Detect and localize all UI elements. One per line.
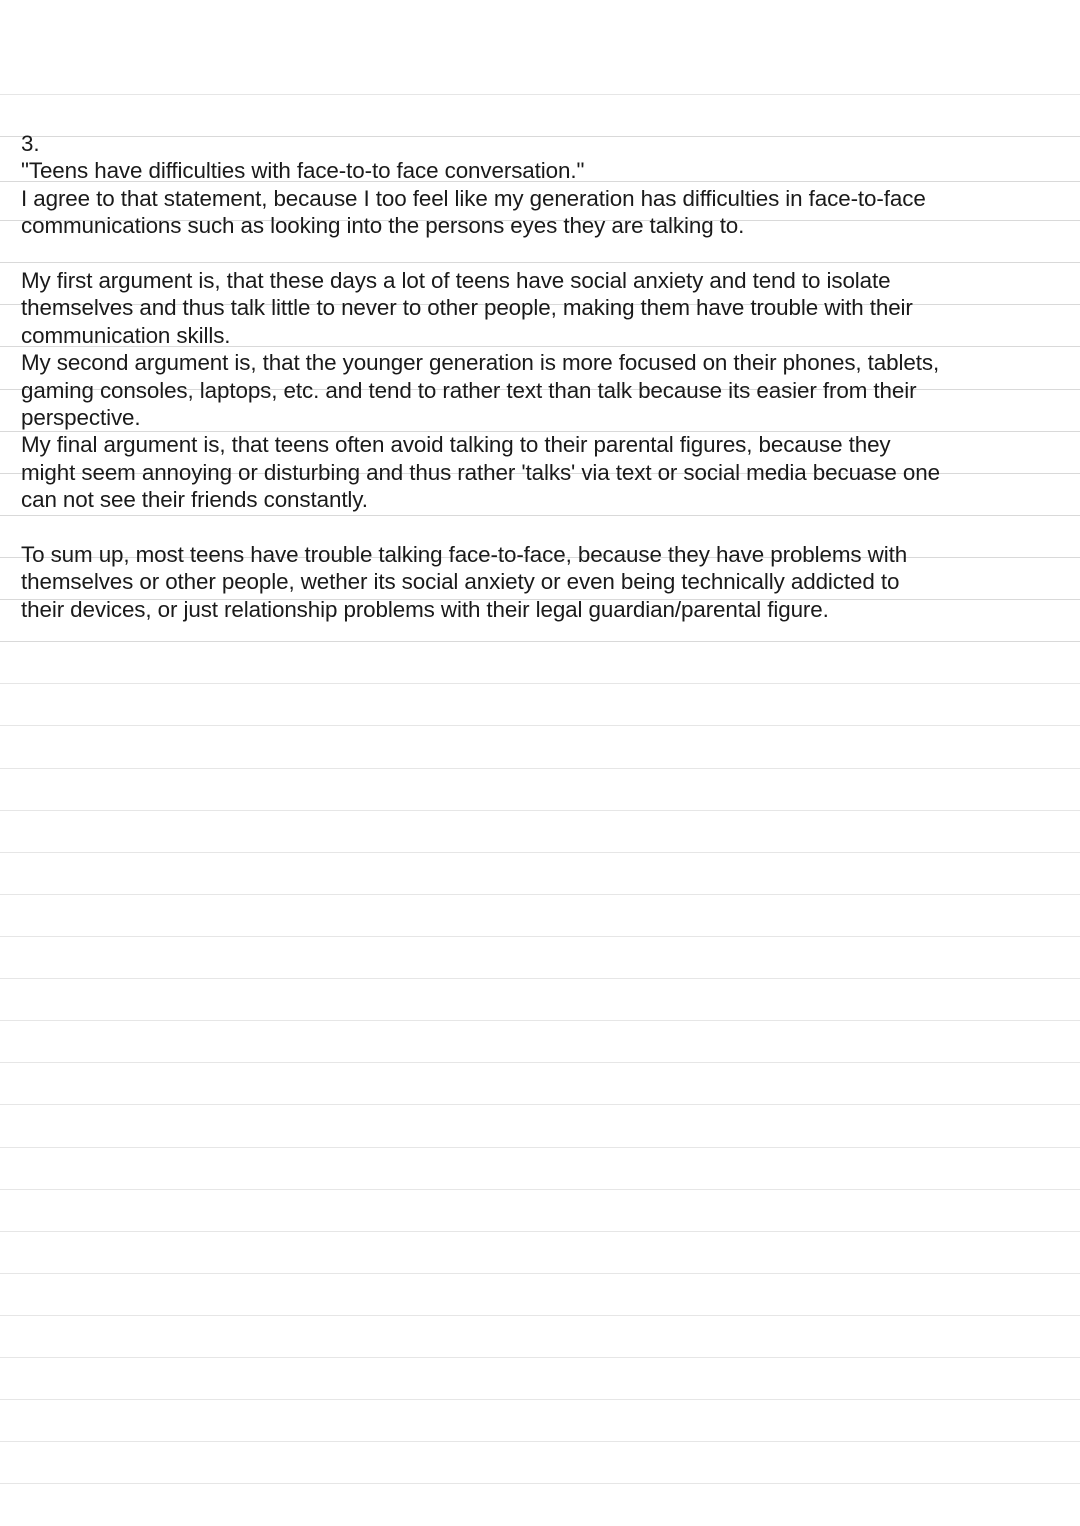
rule-line (0, 1483, 1080, 1484)
rule-line (0, 936, 1080, 937)
conclusion-line: To sum up, most teens have trouble talking face-to-face, because they have problems with (21, 541, 908, 567)
argument-line: gaming consoles, laptops, etc. and tend to rather text than talk because its easier from their (21, 377, 917, 403)
rule-line (0, 768, 1080, 769)
rule-line (0, 725, 1080, 726)
conclusion-line: their devices, or just relationship problems with their legal guardian/parental figure. (21, 596, 829, 622)
argument-line: can not see their friends constantly. (21, 487, 368, 513)
rule-line (0, 1231, 1080, 1232)
rule-line (0, 1273, 1080, 1274)
argument-line: perspective. (21, 404, 141, 430)
intro-line: I agree to that statement, because I too feel like my generation has difficulties in face-to-face (21, 185, 926, 211)
paragraph-gap (21, 240, 1061, 267)
rule-line (0, 1357, 1080, 1358)
rule-line (0, 852, 1080, 853)
argument-line: communication skills. (21, 322, 231, 348)
rule-line (0, 641, 1080, 642)
prompt-quote: "Teens have difficulties with face-to-to face conversation." (21, 158, 585, 184)
intro-line: communications such as looking into the persons eyes they are talking to. (21, 213, 745, 239)
essay-text (21, 130, 1061, 623)
conclusion-line: themselves or other people, wether its social anxiety or even being technically addicted to (21, 569, 900, 595)
paragraph-gap (21, 513, 1061, 540)
argument-line: My second argument is, that the younger generation is more focused on their phones, tablets, (21, 350, 940, 376)
argument-line: themselves and thus talk little to never to other people, making them have trouble with their (21, 295, 913, 321)
rule-line (0, 978, 1080, 979)
rule-line (0, 1399, 1080, 1400)
rule-line (0, 1062, 1080, 1063)
rule-line (0, 1020, 1080, 1021)
rule-line (0, 1441, 1080, 1442)
rule-line (0, 683, 1080, 684)
rule-line (0, 1104, 1080, 1105)
rule-line (0, 1189, 1080, 1190)
rule-line (0, 894, 1080, 895)
argument-line: might seem annoying or disturbing and thus rather 'talks' via text or social media becuase one (21, 459, 940, 485)
argument-line: My final argument is, that teens often avoid talking to their parental figures, because they (21, 432, 891, 458)
rule-line (0, 1147, 1080, 1148)
rule-line (0, 1315, 1080, 1316)
rule-line (0, 810, 1080, 811)
question-number: 3. (21, 131, 40, 156)
argument-line: My first argument is, that these days a lot of teens have social anxiety and tend to isolate (21, 267, 891, 293)
rule-line (0, 94, 1080, 95)
